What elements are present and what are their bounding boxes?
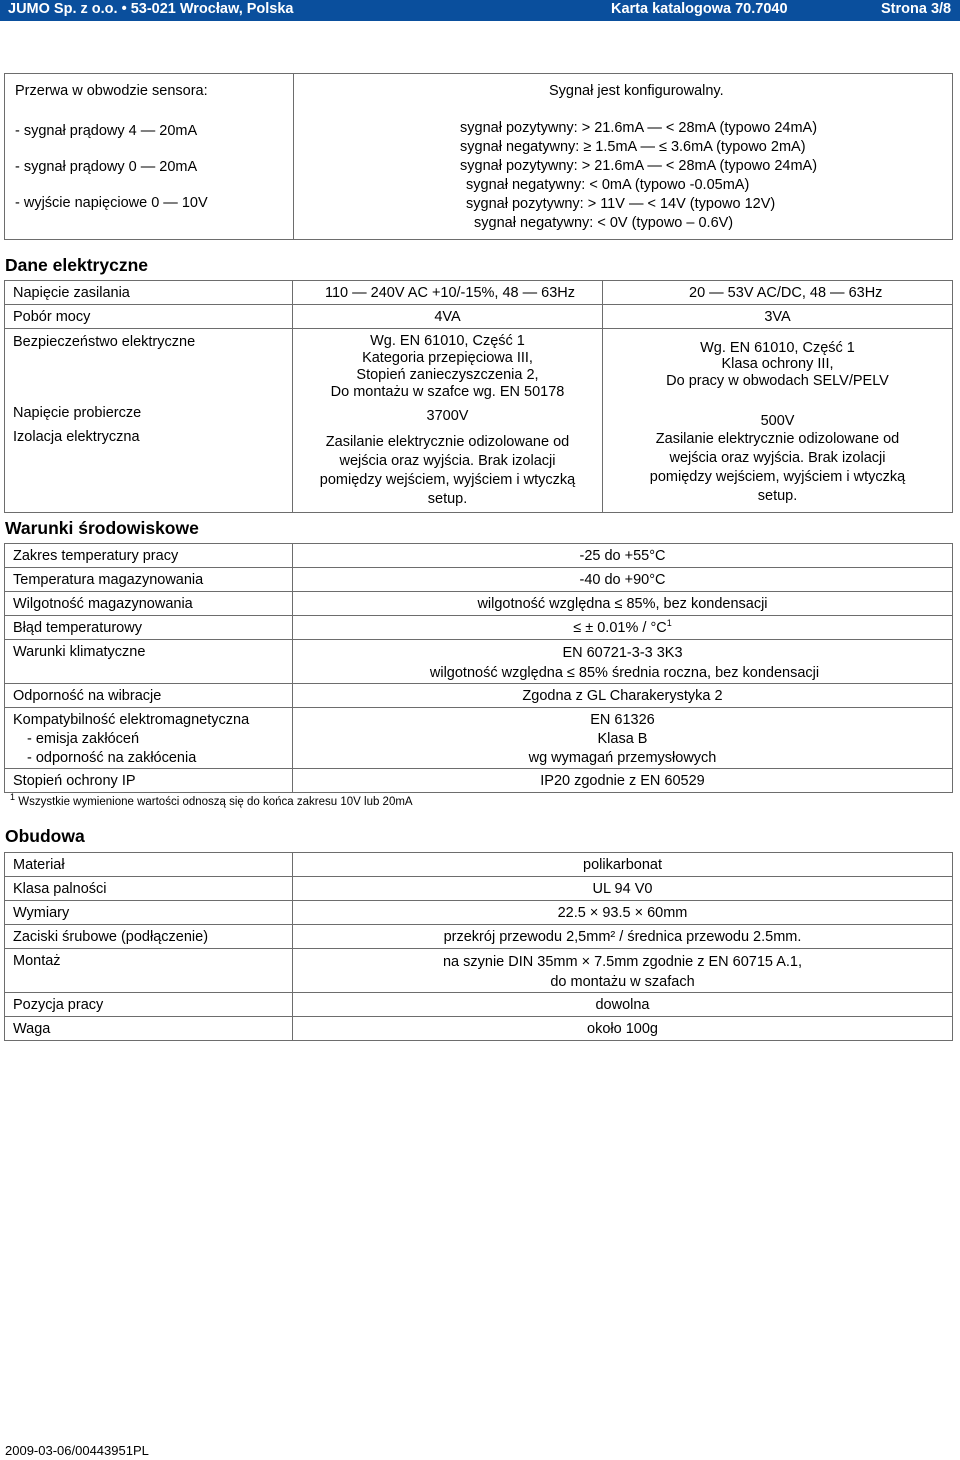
operating-temp-label: Zakres temperatury pracy	[5, 544, 293, 568]
sensor-break-values	[294, 74, 953, 240]
table-row	[5, 949, 953, 993]
safety-line: Wg. EN 61010, Część 1	[370, 333, 525, 349]
current-4-20-label: - sygnał prądowy 4 — 20mA	[15, 123, 198, 139]
electrical-labels	[5, 329, 293, 513]
emc-value-line: EN 61326	[590, 712, 655, 728]
footnote	[10, 792, 413, 808]
flammability-value: UL 94 V0	[293, 877, 953, 901]
storage-humidity-value: wilgotność względna ≤ 85%, bez kondensacji	[293, 592, 953, 616]
operating-temp-value: -25 do +55°C	[293, 544, 953, 568]
sensor-break-value: sygnał negatywny: < 0V (typowo – 0.6V)	[474, 215, 734, 231]
table-row	[5, 877, 953, 901]
table-row	[5, 853, 953, 877]
terminals-value: przekrój przewodu 2,5mm² / średnica przewodu 2.5mm.	[293, 925, 953, 949]
climate-value	[293, 640, 953, 684]
safety-value-b	[603, 340, 952, 389]
isolation-line: pomiędzy wejściem, wyjściem i wtyczką	[649, 469, 906, 485]
vibration-value: Zgodna z GL Charakerystyka 2	[293, 684, 953, 708]
electrical-table	[4, 280, 953, 513]
mounting-label: Montaż	[5, 949, 293, 993]
sensor-break-value: sygnał negatywny: ≥ 1.5mA — ≤ 3.6mA (typowo 2mA)	[460, 139, 806, 155]
isolation-value-a	[293, 433, 602, 509]
table-row	[5, 544, 953, 568]
emc-label-line: Kompatybilność elektromagnetyczna	[13, 712, 250, 728]
emc-label	[5, 708, 293, 769]
table-row	[5, 592, 953, 616]
power-consumption-value-a: 4VA	[293, 305, 603, 329]
housing-table	[4, 852, 953, 1041]
ip-rating-label: Stopień ochrony IP	[5, 769, 293, 793]
mounting-line: na szynie DIN 35mm × 7.5mm zgodnie z EN 60715 A.1,	[442, 954, 803, 970]
material-value: polikarbonat	[293, 853, 953, 877]
sensor-break-value: sygnał pozytywny: > 21.6mA — < 28mA (typowo 24mA)	[460, 158, 818, 174]
safety-line: Do pracy w obwodach SELV/PELV	[666, 373, 889, 389]
table-row	[5, 925, 953, 949]
sensor-break-table	[4, 73, 953, 240]
page-header	[0, 0, 960, 21]
climate-line: wilgotność względna ≤ 85% średnia roczna, bez kondensacji	[429, 665, 820, 681]
sensor-break-value: sygnał negatywny: < 0mA (typowo -0.05mA)	[466, 177, 750, 193]
emc-label-line: - odporność na zakłócenia	[27, 750, 197, 766]
current-0-20-label: - sygnał prądowy 0 — 20mA	[15, 159, 198, 175]
emc-value-line: Klasa B	[597, 731, 648, 747]
isolation-value-b	[603, 430, 952, 506]
safety-line: Stopień zanieczyszczenia 2,	[356, 367, 539, 383]
footnote-ref: 1	[666, 618, 672, 629]
sensor-break-label: Przerwa w obwodzie sensora:	[15, 83, 208, 99]
weight-label: Waga	[5, 1017, 293, 1041]
section-title-environment: Warunki środowiskowe	[5, 518, 199, 538]
footnote-text: Wszystkie wymienione wartości odnoszą się do końca zakresu 10V lub 20mA	[18, 796, 413, 808]
mounting-line: do montażu w szafach	[550, 974, 695, 990]
table-row	[5, 684, 953, 708]
isolation-line: Zasilanie elektrycznie odizolowane od	[655, 431, 900, 447]
supply-voltage-label: Napięcie zasilania	[5, 281, 293, 305]
climate-label: Warunki klimatyczne	[5, 640, 293, 684]
emc-value	[293, 708, 953, 769]
safety-line: Klasa ochrony III,	[721, 356, 834, 372]
emc-label-line: - emisja zakłóceń	[27, 731, 140, 747]
test-voltage-value-a: 3700V	[426, 408, 469, 424]
voltage-0-10-label: - wyjście napięciowe 0 — 10V	[15, 195, 208, 211]
mounting-value	[293, 949, 953, 993]
table-row	[5, 1017, 953, 1041]
table-row	[5, 616, 953, 640]
power-consumption-label: Pobór mocy	[5, 305, 293, 329]
climate-line: EN 60721-3-3 3K3	[562, 645, 683, 661]
vibration-label: Odporność na wibracje	[5, 684, 293, 708]
table-row	[5, 901, 953, 925]
section-title-electrical: Dane elektryczne	[5, 255, 148, 275]
isolation-line: setup.	[757, 488, 798, 504]
isolation-line: setup.	[427, 491, 468, 507]
temp-error-value-cell	[293, 616, 953, 640]
safety-value-a	[293, 333, 602, 401]
terminals-label: Zaciski śrubowe (podłączenie)	[5, 925, 293, 949]
dimensions-label: Wymiary	[5, 901, 293, 925]
electrical-values-b	[603, 329, 953, 513]
storage-temp-value: -40 do +90°C	[293, 568, 953, 592]
footnote-mark: 1	[10, 792, 16, 803]
document-id: 2009-03-06/00443951PL	[5, 1443, 149, 1458]
weight-value: około 100g	[293, 1017, 953, 1041]
sensor-break-value: sygnał pozytywny: > 11V — < 14V (typowo 12V)	[466, 196, 776, 212]
sensor-break-value-list	[294, 119, 952, 233]
electrical-safety-label: Bezpieczeństwo elektryczne	[13, 334, 196, 350]
emc-value-line: wg wymagań przemysłowych	[528, 750, 717, 766]
supply-voltage-value-a: 110 — 240V AC +10/-15%, 48 — 63Hz	[293, 281, 603, 305]
storage-humidity-label: Wilgotność magazynowania	[5, 592, 293, 616]
supply-voltage-value-b: 20 — 53V AC/DC, 48 — 63Hz	[603, 281, 953, 305]
configurable-note: Sygnał jest konfigurowalny.	[549, 83, 724, 99]
table-row	[5, 568, 953, 592]
sensor-break-value: sygnał pozytywny: > 21.6mA — < 28mA (typowo 24mA)	[460, 120, 818, 136]
test-voltage-label: Napięcie probiercze	[13, 405, 142, 421]
test-voltage-value-b: 500V	[760, 413, 795, 429]
safety-line: Wg. EN 61010, Część 1	[700, 340, 855, 356]
isolation-line: wejścia oraz wyjścia. Brak izolacji	[669, 450, 886, 466]
dimensions-value: 22.5 × 93.5 × 60mm	[293, 901, 953, 925]
ip-rating-value: IP20 zgodnie z EN 60529	[293, 769, 953, 793]
table-row	[5, 993, 953, 1017]
section-title-housing: Obudowa	[5, 826, 85, 846]
material-label: Materiał	[5, 853, 293, 877]
page-number: Strona 3/8	[881, 1, 952, 17]
table-row	[5, 640, 953, 684]
catalog-number: Karta katalogowa 70.7040	[611, 1, 788, 17]
table-row	[5, 769, 953, 793]
safety-line: Do montażu w szafce wg. EN 50178	[330, 384, 565, 400]
position-label: Pozycja pracy	[5, 993, 293, 1017]
storage-temp-label: Temperatura magazynowania	[5, 568, 293, 592]
table-row	[5, 708, 953, 769]
power-consumption-value-b: 3VA	[603, 305, 953, 329]
isolation-line: Zasilanie elektrycznie odizolowane od	[325, 434, 570, 450]
temp-error-label: Błąd temperaturowy	[5, 616, 293, 640]
isolation-line: wejścia oraz wyjścia. Brak izolacji	[339, 453, 556, 469]
position-value: dowolna	[293, 993, 953, 1017]
sensor-break-labels	[5, 74, 294, 240]
safety-line: Kategoria przepięciowa III,	[362, 350, 533, 366]
electrical-values-a	[293, 329, 603, 513]
temp-error-value: ≤ ± 0.01% / °C	[573, 620, 667, 636]
company-address: JUMO Sp. z o.o. • 53-021 Wrocław, Polska	[8, 1, 294, 17]
flammability-label: Klasa palności	[5, 877, 293, 901]
isolation-line: pomiędzy wejściem, wyjściem i wtyczką	[319, 472, 576, 488]
environment-table	[4, 543, 953, 793]
isolation-label: Izolacja elektryczna	[13, 429, 140, 445]
